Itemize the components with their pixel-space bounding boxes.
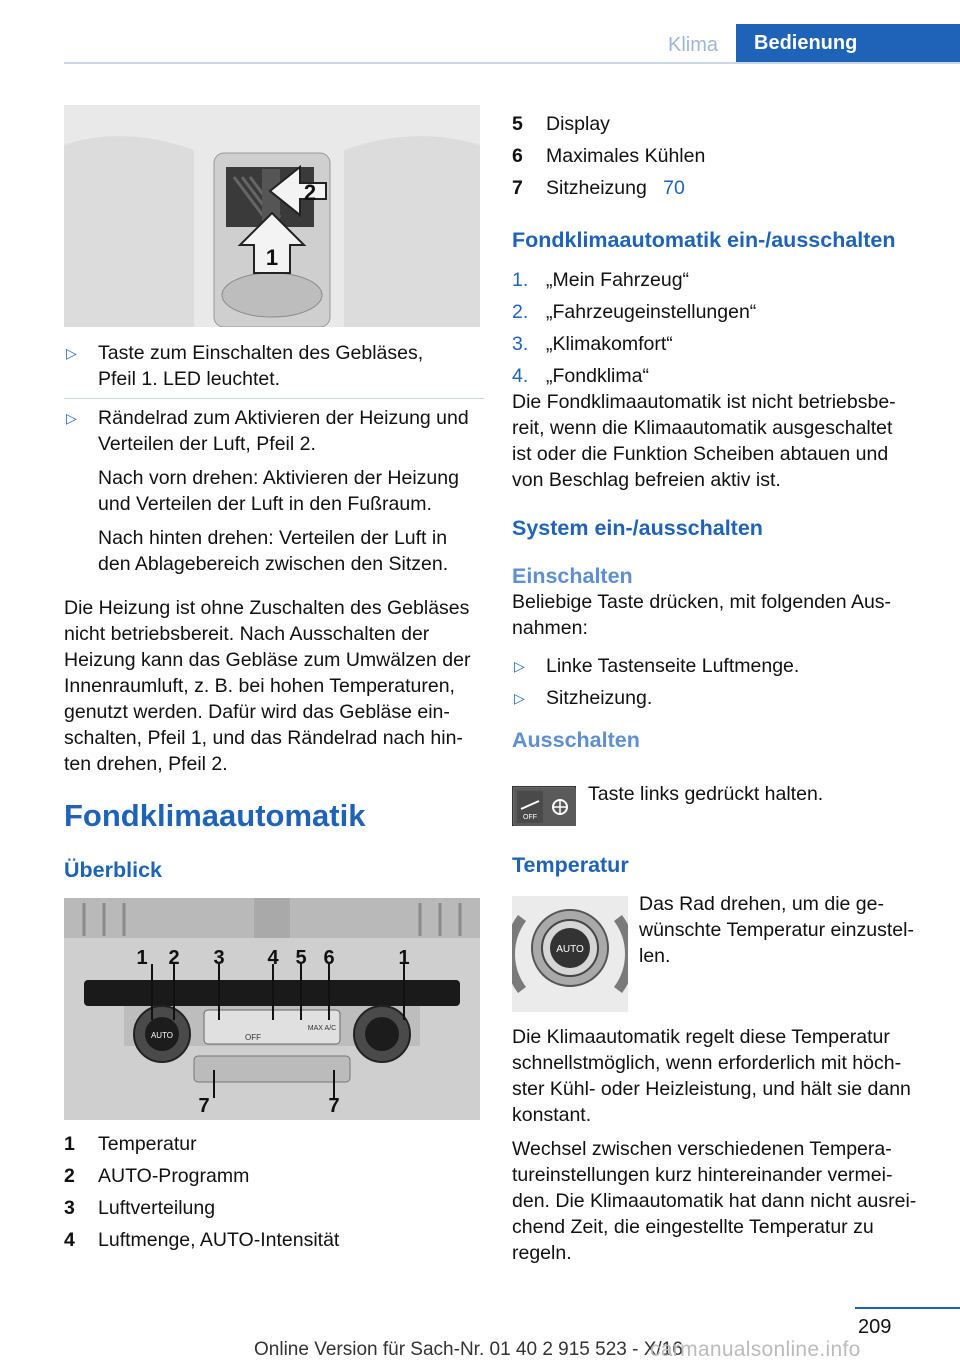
page-number: 209 [858, 1316, 892, 1338]
callout-3: 3 [213, 947, 225, 969]
arrow-label-2: 2 [303, 180, 317, 205]
callout-4: 4 [267, 947, 279, 969]
left-column [64, 340, 484, 777]
legend-left [64, 1131, 484, 1259]
callout-2: 2 [168, 947, 180, 969]
list-item: ▷ Sitzheizung. [514, 687, 653, 709]
heading-onoff: Fondklimaautomatik ein-/ausschalten [512, 228, 896, 252]
legend-item: 4 Luftmenge, AUTO-Intensität [64, 1229, 340, 1251]
panel-off-label: OFF [245, 1033, 261, 1042]
panel-auto-label: AUTO [150, 1031, 174, 1040]
callout-7-left: 7 [198, 1095, 210, 1117]
legend-item: 5 Display [512, 113, 610, 135]
callout-7-right: 7 [328, 1095, 340, 1117]
legend-item: 6 Maximales Kühlen [512, 145, 706, 167]
callout-1: 1 [136, 947, 148, 969]
step-item: 2. „Fahrzeugeinstellungen“ [512, 301, 757, 323]
heading-einschalten: Einschalten [512, 564, 633, 588]
list-item: ▷ Rändelrad zum Aktivieren der Heizung und Verteilen der Luft, Pfeil 2. Nach vorn drehen: Aktivieren der Heizung und Verteilen der Luft in den Fußraum. Nach hinten drehen: Verteilen der Luft in den Ablagebereich zwischen den Sitzen. [66, 407, 469, 575]
figure-blower-drawing [64, 105, 480, 327]
step-item: 3. „Klimakomfort“ [512, 333, 673, 355]
header-chapter-tab: Bedienung [736, 24, 960, 62]
temperatur-text: Das Rad drehen, um die ge- wünschte Temperatur einzustel- len. [639, 893, 914, 967]
step-item: 1. „Mein Fahrzeug“ [512, 269, 690, 291]
paragraph: Wechsel zwischen verschiedenen Tempera- tureinstellungen kurz hintereinander vermei- den. Die Klimaautomatik hat dann nicht ausrei- chend Zeit, die eingestellte Temperatur zu regeln. [512, 1138, 917, 1264]
right-column-lower [512, 1024, 952, 1266]
legend-item: 7 Sitzheizung 70 [512, 177, 685, 199]
header-rule [64, 62, 960, 64]
callout-5: 5 [295, 947, 307, 969]
figure-panel-drawing [64, 898, 480, 1120]
panel-maxac-label: MAX A/C [307, 1025, 337, 1032]
off-button-icon [512, 786, 576, 826]
legend-item: 2 AUTO-Programm [64, 1165, 250, 1187]
triangle-bullet-icon: ▷ [514, 658, 525, 674]
paragraph: Beliebige Taste drücken, mit folgenden Aus- nahmen: [512, 591, 892, 639]
off-icon-label: OFF [523, 814, 537, 821]
figure-blower-console [64, 105, 480, 327]
section-heading: Fondklimaautomatik [64, 798, 366, 833]
temperature-knob-icon [512, 896, 628, 1012]
list-item: ▷ Taste zum Einschalten des Gebläses, Pfeil 1. LED leuchtet. [66, 342, 424, 390]
legend-item: 1 Temperatur [64, 1133, 197, 1155]
page-reference-link[interactable]: 70 [663, 177, 685, 199]
version-note: Online Version für Sach-Nr. 01 40 2 915 523 - X/16 [254, 1339, 683, 1360]
triangle-bullet-icon: ▷ [66, 410, 77, 426]
callout-6: 6 [323, 947, 335, 969]
right-column [512, 111, 952, 753]
ausschalten-text: Taste links gedrückt halten. [588, 783, 824, 805]
step-item: 4. „Fondklima“ [512, 365, 649, 387]
heading-temperatur: Temperatur [512, 853, 629, 877]
list-item: ▷ Linke Tastenseite Luftmenge. [514, 655, 800, 677]
knob-auto-label: AUTO [556, 944, 584, 955]
header-section-tab: Klima [667, 34, 718, 56]
heading-ausschalten: Ausschalten [512, 728, 640, 752]
paragraph: Die Klimaautomatik regelt diese Temperatur schnellstmöglich, wenn erforderlich mit höch- ster Kühl- oder Heizleistung, und hält sie dann konstant. [512, 1026, 911, 1126]
legend-item: 3 Luftverteilung [64, 1197, 216, 1219]
watermark: carmanualsonline.info [650, 1338, 861, 1361]
paragraph: Die Heizung ist ohne Zuschalten des Gebläses nicht betriebsbereit. Nach Ausschalten der Heizung kann das Gebläse zum Umwälzen der Innenraumluft, z. B. bei hohen Temperaturen, genutzt werden. Dafür wird das Gebläse ein- schalten, Pfeil 1, und das Rändelrad nach hin- ten drehen, Pfeil 2. [64, 597, 471, 775]
arrow-label-1: 1 [265, 245, 279, 270]
paragraph: Die Fondklimaautomatik ist nicht betriebsbe- reit, wenn die Klimaautomatik ausgeschaltet ist oder die Funktion Scheiben abtauen und von Beschlag befreien aktiv ist. [512, 391, 896, 491]
figure-rear-climate-panel [64, 898, 480, 1120]
subsection-heading: Überblick [64, 858, 162, 882]
triangle-bullet-icon: ▷ [66, 345, 77, 361]
heading-system: System ein-/ausschalten [512, 516, 763, 540]
callout-1-right: 1 [398, 947, 410, 969]
triangle-bullet-icon: ▷ [514, 690, 525, 706]
footer-rule [855, 1307, 960, 1309]
